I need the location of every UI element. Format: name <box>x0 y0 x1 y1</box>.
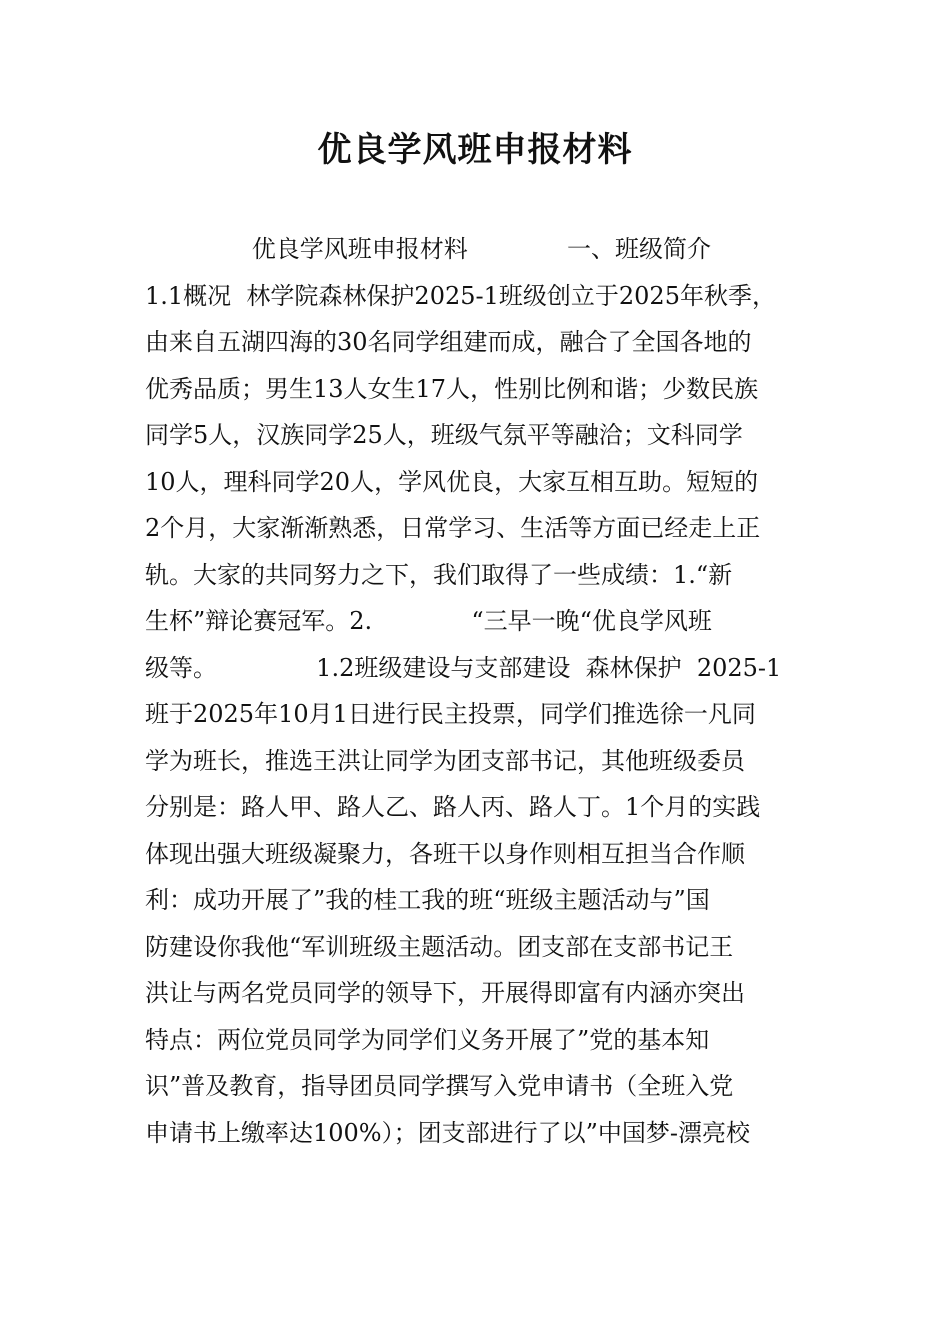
body-line: 识”普及教育，指导团员同学撰写入党申请书（全班入党 <box>145 1072 734 1100</box>
body-line: 班于2025年10月1日进行民主投票，同学们推选徐一凡同 <box>145 700 756 728</box>
body-line: 由来自五湖四海的30名同学组建而成，融合了全国各地的 <box>145 328 752 356</box>
body-line: 优秀品质；男生13人女生17人，性别比例和谐；少数民族 <box>145 374 759 403</box>
body-line: 2个月，大家渐渐熟悉，日常学习、生活等方面已经走上正 <box>145 514 761 542</box>
body-line: 洪让与两名党员同学的领导下，开展得即富有内涵亦突出 <box>145 979 745 1007</box>
document-body <box>145 226 810 1156</box>
body-line: 1.1概况 林学院森林保护2025-1班级创立于2025年秋季， <box>145 281 776 310</box>
body-line: 申请书上缴率达100%）；团支部进行了以”中国梦-漂亮校 <box>145 1118 750 1147</box>
body-line: 防建设你我他“军训班级主题活动。团支部在支部书记王 <box>145 932 734 961</box>
body-line: 利：成功开展了”我的桂工我的班“班级主题活动与”国 <box>145 886 710 914</box>
body-line: 体现出强大班级凝聚力，各班干以身作则相互担当合作顺 <box>145 839 745 868</box>
body-line: 生杯”辩论赛冠军。2. “三早一晚“优良学风班 <box>145 607 712 635</box>
body-line: 学为班长，推选王洪让同学为团支部书记，其他班级委员 <box>145 746 745 775</box>
body-line: 特点：两位党员同学为同学们义务开展了”党的基本知 <box>145 1025 710 1054</box>
body-line: 10人，理科同学20人，学风优良，大家互相互助。短短的 <box>145 467 759 496</box>
body-line: 优良学风班申报材料 一、班级简介 <box>145 235 711 263</box>
body-line: 同学5人，汉族同学25人，班级气氛平等融洽；文科同学 <box>145 421 743 449</box>
body-line: 分别是：路人甲、路人乙、路人丙、路人丁。1个月的实践 <box>145 793 761 821</box>
body-line: 级等。 1.2班级建设与支部建设 森林保护 2025-1 <box>145 653 782 682</box>
body-line: 轨。大家的共同努力之下，我们取得了一些成绩：1.“新 <box>145 560 733 589</box>
document-title: 优良学风班申报材料 <box>317 130 633 170</box>
